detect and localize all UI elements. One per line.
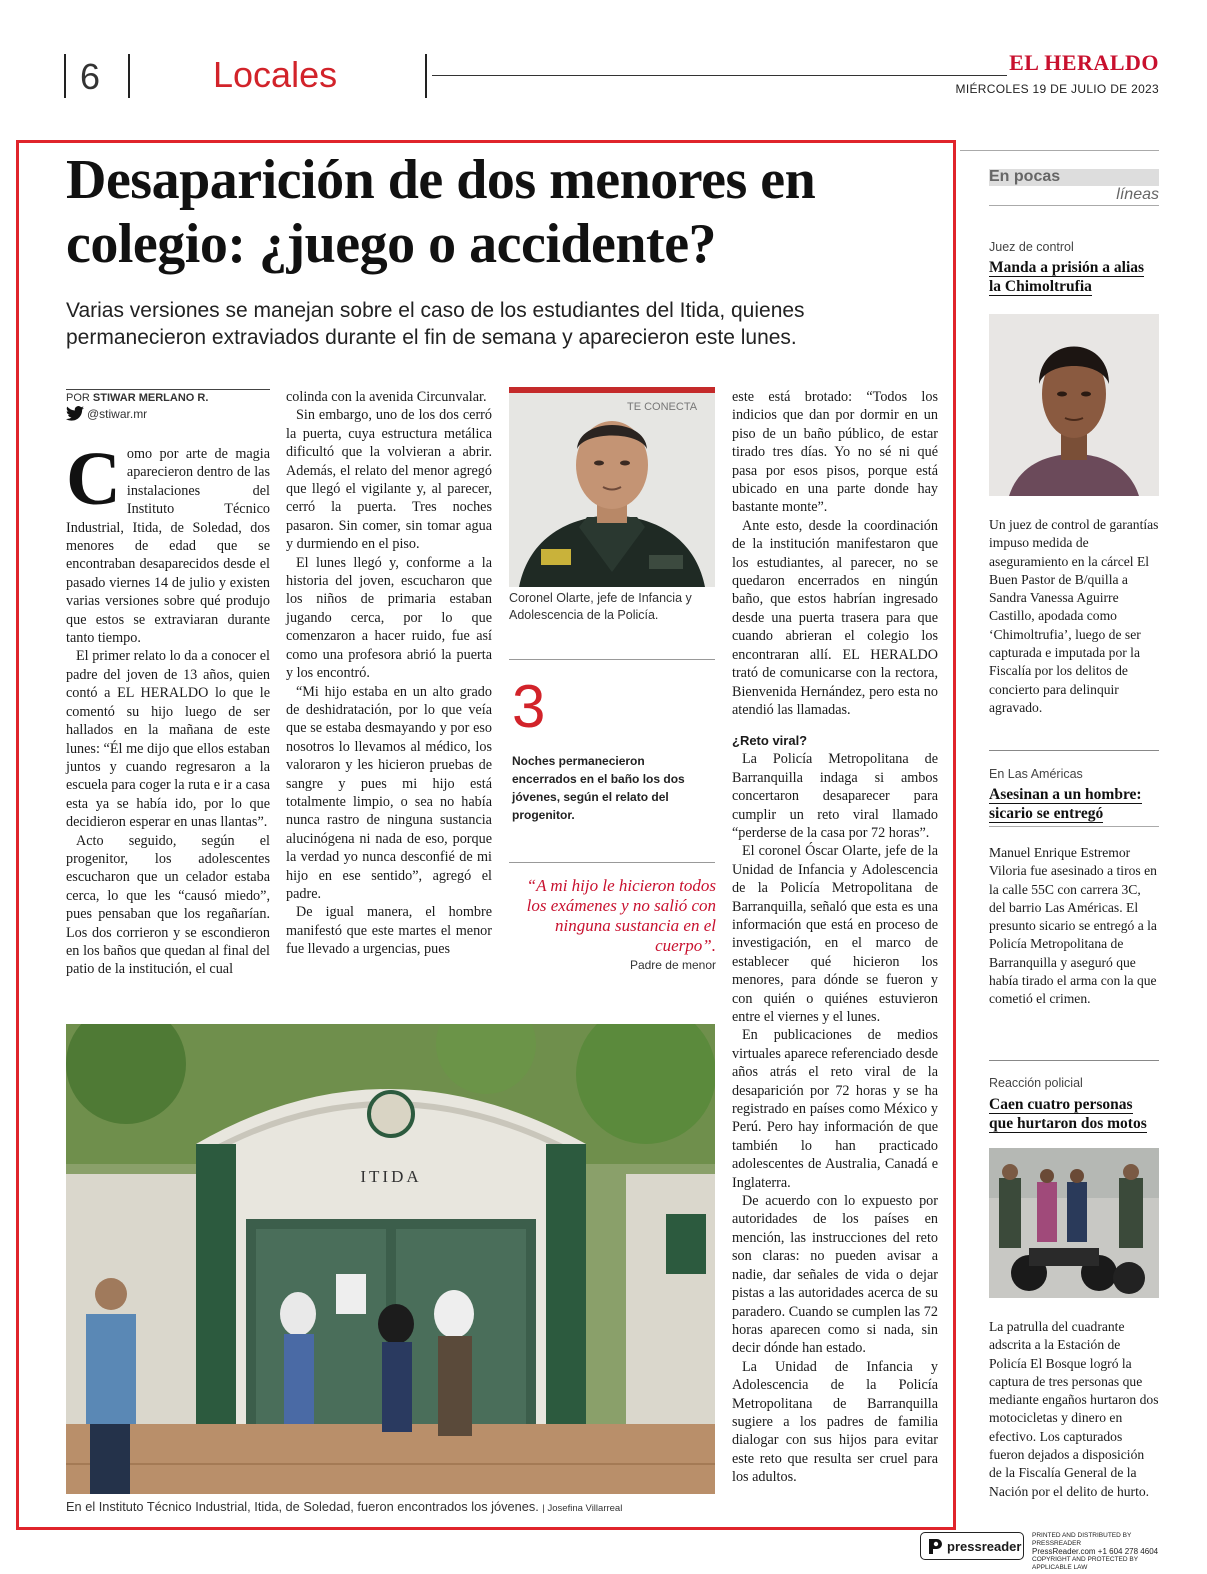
divider [509,862,715,863]
pressreader-notice [1032,1532,1160,1571]
twitter-handle-text: @stiwar.mr [87,406,148,421]
article-column-1 [66,437,271,979]
sidebar-title: En pocas [989,168,1061,185]
header-divider [425,54,427,98]
article-column-2 [286,388,492,959]
divider [509,659,715,660]
headline: Desaparición de dos menores en colegio: ¿juego o accidente? [66,149,816,275]
brief-title-rule [989,826,1159,827]
stat-text: Noches permanecieron encerrados en el baño los dos jóvenes, según el relato del progenitor. [512,754,685,822]
photo-credit: | Josefina Villarreal [542,1503,623,1514]
paragraph: colinda con la avenida Circunvalar. [286,389,487,405]
officer-photo [509,387,715,587]
school-photo-caption [66,1498,726,1517]
paragraph: Sin embargo, uno de los dos cerró la puerta, cuya estructura metálica dificultó que la volvieran a abrir. Además, el relato del menor agregó que llegó el vigilante y, al parecer, cerró la puerta. Tres noches pasaron. Sin comer, sin tomar agua y durmiendo en el piso. [286,407,492,553]
header-divider [64,54,66,98]
twitter-handle[interactable] [66,406,147,421]
school-sign-text: ITIDA [360,1167,422,1186]
sidebar-title-italic: líneas [1116,186,1159,203]
brief-title-text: Manda a prisión a alias la Chimoltrufia [989,259,1145,295]
arrest-photo [989,1148,1159,1298]
byline-prefix: POR [66,392,90,404]
paragraph: El lunes llegó y, conforme a la historia del joven, escucharon que los niños de primaria estaban jugando cerca, por lo que comenzaron a hacer ruido, fue así como una profesora abrió la puerta y los encontró. [286,554,492,682]
paragraph: este está brotado: “Todos los indicios que dan por dormir en un piso de un baño público, de estar tirado tres días. Yo no sé ni qué pasa por esos pisos, porque está ubicado en una parte donde hay bastante monte”. [732,389,938,516]
school-photo [66,1024,715,1494]
header-rule [432,75,1007,76]
header-divider [128,54,130,98]
pull-quote: “A mi hijo le hicieron todos los exámenes y no salió con ninguna sustancia en el cuerpo”. [526,876,716,955]
deck: Varias versiones se manejan sobre el caso de los estudiantes del Itida, quienes permanecieron extraviados durante el fin de semana y aparecieron este lunes. [66,299,805,349]
quote-attribution: Padre de menor [629,958,716,972]
brief-title [989,785,1159,823]
paragraph: De igual manera, el hombre manifestó que este martes el menor fue llevado a urgencias, pues [286,904,492,958]
notice-line: PRINTED AND DISTRIBUTED BY PRESSREADER [1032,1532,1132,1547]
subheading: ¿Reto viral? [732,733,808,749]
pressreader-wordmark: pressreader [947,1538,1022,1554]
notice-line: COPYRIGHT AND PROTECTED BY APPLICABLE LAW [1032,1556,1138,1571]
brief-kicker: En Las Américas [989,767,1083,781]
paragraph: El coronel Óscar Olarte, jefe de la Unidad de Infancia y Adolescencia de la Policía Metropolitana de Barranquilla, señaló que esta es una información que está en proceso de investigación, en el marco de establecer qué hicieron los menores, para dónde se fueron y con quién o quiénes estuvieron entre el viernes y el lunes. [732,843,938,1025]
paragraph [66,437,270,647]
brief-divider [989,1060,1159,1061]
officer-photo-caption: Coronel Olarte, jefe de Infancia y Adolescencia de la Policía. [509,591,692,622]
section-title: Locales [213,54,338,95]
sidebar-title-rule [989,205,1159,206]
brief-kicker: Juez de control [989,240,1074,254]
brief-title [989,1095,1159,1133]
brief-body: Manuel Enrique Estremor Viloria fue asesinado a tiros en la calle 55C con carrera 3C, del barrio Las Américas. El presunto sicario se entregó a la Policía Metropolitana de Barranquilla y aseguró que había tirado el arma con la que cometió el crimen. [989,845,1157,1007]
paragraph: La Unidad de Infancia y Adolescencia de la Policía Metropolitana de Barranquilla sugiere a los padres de familia dialogar con sus hijos para evitar este reto que resulta ser cruel para los adultos. [732,1358,938,1486]
twitter-icon [66,406,84,421]
paragraph: “Mi hijo estaba en un alto grado de deshidratación, por lo que veía que se estaba desmayando y por eso nosotros lo llevamos al médico, los valoraron y les hicieron pruebas de sangre y pues mi hijo está totalmente limpio, o sea no había nunca rastro de ninguna sustancia alucinógena ni nada de eso, porque la verdad yo nunca desconfié de mi hijo en ese sentido”, agregó el padre. [286,683,492,902]
sidebar-top-rule [960,150,1159,151]
paragraph: En publicaciones de medios virtuales aparece referenciado desde años atrás el reto viral de la desaparición por 72 horas y se ha registrado en países como México y Perú. Pero hay información de que también lo han practicado adolescentes de Australia, Canadá e Inglaterra. [732,1027,938,1191]
brief-title-text: Caen cuatro personas que hurtaron dos motos [989,1096,1147,1132]
issue-date: MIÉRCOLES 19 DE JULIO DE 2023 [955,82,1159,96]
stat-number: 3 [512,673,546,740]
byline [66,389,270,404]
paragraph-text: omo por arte de magia aparecieron dentro de las instalaciones del Instituto Técnico Industrial, Itida, de Soledad, dos menores de edad que se encontraban desaparecidos desde el pasado viernes 14 de julio y existen varias versiones sobre qué produjo que estos se extraviaran durante tanto tiempo. [66,446,270,647]
pressreader-logo[interactable] [920,1532,1024,1560]
dropcap: C [66,437,121,521]
pressreader-icon [927,1537,943,1555]
brief-body: La patrulla del cuadrante adscrita a la Estación de Policía El Bosque logró la captura de tres personas que mediante engaños hurtaron dos motocicletas y dinero en efectivo. Los capturados fueron dejados a disposición de la Fiscalía General de la Nación por el delito de hurto. [989,1319,1159,1499]
brief-body: Un juez de control de garantías impuso medida de aseguramiento en la cárcel El Buen Pastor de B/quilla a Sandra Vanessa Aguirre Castillo, apodada como ‘Chimoltrufia’, luego de ser capturada e imputada por la Fiscalía por los delitos de concierto para delinquir agravado. [989,517,1159,715]
brief-divider [989,750,1159,751]
paragraph: De acuerdo con lo expuesto por autoridades de los países en mención, las instrucciones del reto son claras: no pueden avisar a nadie, dar señales de vida o dejar pistas a las autoridades acerca de su paradero. Cuando se cumplen las 72 horas aparecen como si nada, sin decir dónde han estado. [732,1193,938,1357]
byline-name: STIWAR MERLANO R. [92,392,209,404]
masthead: EL HERALDO [1009,50,1159,75]
article-column-4 [732,388,938,1487]
paragraph: El primer relato lo da a conocer el padre del joven de 13 años, quien contó a EL HERALDO lo que le comentó su hijo luego de ser hallados en la mañana de este lunes: “Él me dijo que ellos estaban juntos y cuando regresaron a la escuela para coger la ruta e ir a casa esta ya se había ido, por lo que decidieron esperar en unas llantas”. [66,648,271,831]
page-number: 6 [80,56,101,97]
paragraph: La Policía Metropolitana de Barranquilla indaga si ambos concertaron desaparecer para cumplir un reto viral llamado “perderse de la casa por 72 horas”. [732,751,938,841]
suspect-photo [989,314,1159,496]
notice-line: PressReader.com +1 604 278 4604 [1032,1547,1159,1556]
photo-overlay-text: TE CONECTA [627,401,698,413]
paragraph: Acto seguido, según el progenitor, los adolescentes escucharon que un celador estaba cerca, lo que les “causó miedo”, pues pensaban que los regañarían. Los dos corrieron y se escondieron en los baños que quedan al final del patio de la institución, el cual [66,832,270,978]
paragraph: Ante esto, desde la coordinación de la institución manifestaron que los estudiantes, al parecer, no se quedaron encerrados en ningún baño, que estos habrían ingresado desde una puerta trasera para que cuando abrieran el colegio los encontraran allí. EL HERALDO trató de comunicarse con la rectora, Bienvenida Hernández, pero esta no atendió las llamadas. [732,517,938,718]
brief-title-text: Asesinan a un hombre: sicario se entregó [989,786,1142,822]
brief-kicker: Reacción policial [989,1076,1083,1090]
brief-title [989,258,1159,296]
caption-text: En el Instituto Técnico Industrial, Itida, de Soledad, fueron encontrados los jóvenes. [66,1499,539,1514]
